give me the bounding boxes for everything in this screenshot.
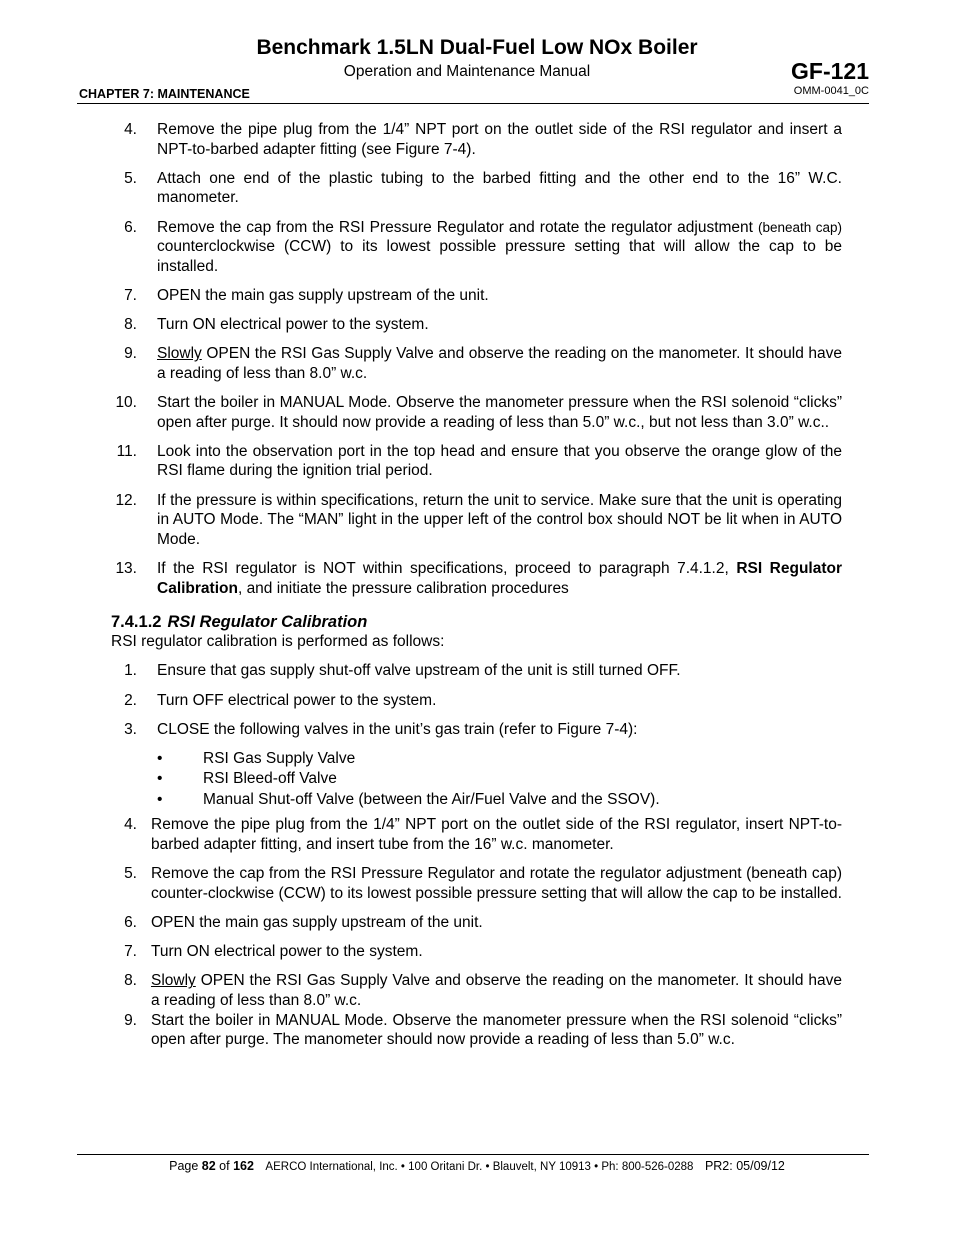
page-content [111, 120, 842, 1059]
underlined-word: Slowly [157, 345, 202, 363]
revision-date: PR2: 05/09/12 [704, 1159, 785, 1173]
bullet-text: RSI Bleed-off Valve [203, 770, 337, 788]
bullet-text: Manual Shut-off Valve (between the Air/Fuel Valve and the SSOV). [203, 790, 660, 808]
list-item [111, 559, 842, 598]
step-text: Remove the pipe plug from the 1/4” NPT port on the outlet side of the RSI regulator and insert a NPT-to-barbed adapter fitting (see Figure 7-4). [157, 121, 842, 158]
step-text: Start the boiler in MANUAL Mode. Observe the manometer pressure when the RSI solenoid “clicks” open after purge. The manometer should now provide a reading of less than 5.0” w.c. [151, 1011, 842, 1049]
bullet-icon: • [157, 770, 163, 788]
step-text: Turn ON electrical power to the system. [157, 316, 429, 334]
step-text: Remove the pipe plug from the 1/4” NPT port on the outlet side of the RSI regulator, insert NPT-to-barbed adapter fitting, and insert tube from the 16” w.c. manometer. [151, 816, 842, 854]
list-item [111, 661, 842, 681]
step-number: 5. [124, 169, 137, 187]
step-text [157, 218, 842, 277]
list-item [111, 315, 842, 335]
page-total: 162 [233, 1159, 254, 1173]
step-text: CLOSE the following valves in the unit’s gas train (refer to Figure 7-4): [157, 720, 638, 738]
step-number: 4. [124, 121, 137, 138]
step-text: OPEN the main gas supply upstream of the unit. [157, 286, 489, 304]
list-item [111, 169, 842, 208]
list-item [111, 120, 842, 159]
step-text-part: OPEN the RSI Gas Supply Valve and observe the reading on the manometer. It should have a reading of less than 8.0” w.c. [157, 345, 842, 382]
list-item [111, 491, 842, 550]
page-prefix: Page [169, 1159, 202, 1173]
step-number: 8. [124, 316, 137, 334]
step-number: 5. [124, 865, 137, 883]
step-number: 13. [115, 560, 137, 578]
step-text: Turn ON electrical power to the system. [151, 943, 423, 961]
step-text: Start the boiler in MANUAL Mode. Observe the manometer pressure when the RSI solenoid “clicks” open after purge. It should now provide a reading of less than 5.0” w.c., but not less than 3.0” w.c.. [157, 394, 842, 431]
step-list-c [111, 815, 842, 1049]
step-text-part: , and initiate the pressure calibration procedures [237, 579, 569, 597]
step-list-b [111, 661, 842, 739]
omm-code: OMM-0041_0C [793, 85, 869, 97]
header-rule [77, 103, 869, 104]
bullet-text: RSI Gas Supply Valve [203, 749, 356, 767]
list-item [111, 942, 842, 962]
footer-rule [77, 1154, 869, 1155]
step-text [151, 971, 842, 1010]
step-number: 10. [115, 394, 137, 412]
bullet-icon: • [157, 790, 163, 808]
list-item [111, 1011, 842, 1050]
list-item [111, 442, 842, 481]
page-number: 82 [201, 1159, 216, 1173]
underlined-word: Slowly [151, 972, 196, 990]
list-item [111, 971, 842, 1010]
step-number: 11. [116, 442, 137, 460]
valve-bullet-list [111, 749, 842, 811]
step-text-part: Remove the cap from the RSI Pressure Regulator and rotate the regulator adjustment [157, 218, 758, 236]
list-item [111, 749, 842, 770]
step-number: 8. [124, 972, 137, 990]
step-text-part: counterclockwise (CCW) to its lowest possible pressure setting that will allow the cap to be installed. [157, 238, 842, 275]
list-item [111, 913, 842, 933]
list-item [111, 393, 842, 432]
step-number: 1. [124, 662, 137, 680]
step-number: 9. [124, 345, 137, 363]
step-number: 4. [124, 816, 137, 834]
section-intro: RSI regulator calibration is performed as follows: [111, 633, 445, 651]
step-text: Turn OFF electrical power to the system. [157, 691, 437, 709]
page-of: of [215, 1159, 234, 1173]
step-text-part: If the RSI regulator is NOT within specifications, proceed to paragraph 7.4.1.2, [157, 560, 737, 578]
step-text: Look into the observation port in the top head and ensure that you observe the orange glow of the RSI flame during the ignition trial period. [157, 442, 842, 480]
list-item [111, 344, 842, 383]
step-text: If the pressure is within specifications, return the unit to service. Make sure that the unit is operating in AUTO Mode. The “MAN” light in the upper left of the control box should NOT be lit when in AUTO Mode. [157, 491, 842, 548]
company-address: AERCO International, Inc. • 100 Oritani Dr. • Blauvelt, NY 10913 • Ph: 800-526-0288 [265, 1161, 694, 1173]
step-text [157, 559, 842, 598]
section-number: 7.4.1.2 [111, 613, 162, 632]
step-number: 7. [124, 286, 137, 304]
document-title: Benchmark 1.5LN Dual-Fuel Low NOx Boiler [256, 36, 698, 59]
section-link-text: RSI Regulator Calibration [157, 560, 843, 597]
list-item [111, 790, 842, 811]
section-title: RSI Regulator Calibration [167, 613, 368, 632]
document-subtitle: Operation and Maintenance Manual [343, 63, 591, 80]
page-footer [0, 1158, 954, 1175]
list-item [111, 864, 842, 903]
step-text-part: OPEN the RSI Gas Supply Valve and observe the reading on the manometer. It should have a reading of less than 8.0” w.c. [151, 972, 842, 1009]
chapter-label: CHAPTER 7: MAINTENANCE [79, 87, 250, 101]
list-item [111, 720, 842, 740]
step-text: Ensure that gas supply shut-off valve upstream of the unit is still turned OFF. [157, 662, 681, 680]
list-item [111, 218, 842, 277]
step-text: Remove the cap from the RSI Pressure Regulator and rotate the regulator adjustment (beneath cap) counter-clockwise (CCW) to its lowest possible pressure setting that will allow the cap to be installed. [151, 865, 842, 902]
step-text [157, 344, 842, 383]
step-number: 9. [124, 1011, 137, 1029]
step-number: 6. [124, 914, 137, 932]
bullet-icon: • [157, 749, 163, 767]
step-number: 2. [124, 691, 137, 709]
step-text: Attach one end of the plastic tubing to the barbed fitting and the other end to the 16” W.C. manometer. [157, 169, 842, 207]
step-number: 6. [124, 218, 137, 236]
list-item [111, 769, 842, 790]
step-text-small: (beneath cap) [757, 219, 842, 235]
list-item [111, 815, 842, 854]
step-text: OPEN the main gas supply upstream of the unit. [151, 914, 483, 932]
document-code: GF-121 [791, 58, 869, 84]
list-item [111, 286, 842, 306]
step-number: 7. [124, 943, 137, 961]
list-item [111, 691, 842, 711]
step-list-a [111, 120, 842, 598]
step-number: 3. [124, 720, 137, 738]
step-number: 12. [115, 491, 137, 509]
section-heading [111, 612, 842, 632]
